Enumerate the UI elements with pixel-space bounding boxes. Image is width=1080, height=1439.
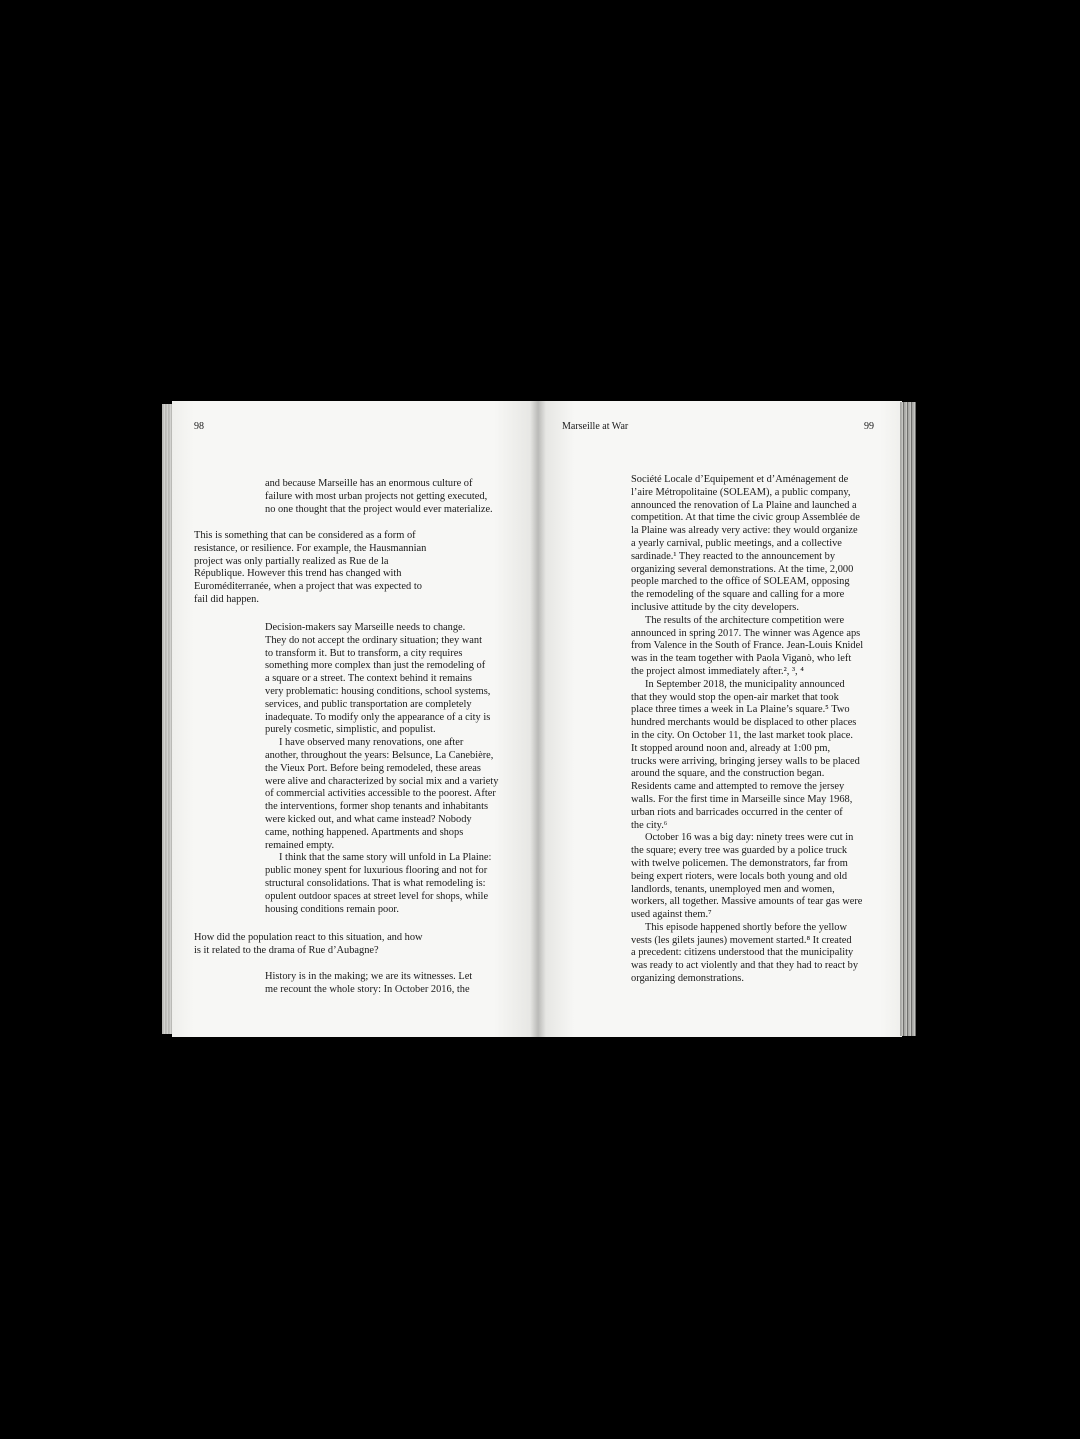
text-line: I have observed many renovations, one after xyxy=(279,737,464,749)
text-line: in the city. On October 11, the last market took place. xyxy=(631,729,853,741)
text-line: the project almost immediately after.², ³, ⁴ xyxy=(631,665,804,677)
text-line: the interventions, former shop tenants and inhabitants xyxy=(265,801,489,813)
text-line: République. However this trend has changed with xyxy=(194,568,402,580)
text-line: How did the population react to this situation, and how xyxy=(194,932,423,943)
text-line: l’aire Métropolitaine (SOLEAM), a public company, xyxy=(631,486,851,498)
text-line: sardinade.¹ They reacted to the announcement by xyxy=(631,550,836,562)
text-line: a square or a street. The context behind it remains xyxy=(265,673,472,685)
text-line: came, nothing happened. Apartments and shops xyxy=(265,826,464,838)
text-line: that they would stop the open-air market that took xyxy=(631,691,839,703)
text-line: place three times a week in La Plaine’s square.⁵ Two xyxy=(631,704,850,716)
text-line: Euroméditerranée, when a project that was expected to xyxy=(194,581,422,593)
text-line: very problematic: housing conditions, school systems, xyxy=(265,685,491,697)
right-page xyxy=(538,401,902,1037)
text-line: Residents came and attempted to remove the jersey xyxy=(631,781,845,793)
text-line: a precedent: citizens understood that the municipality xyxy=(631,947,854,959)
text-line: This is something that can be considered as a form of xyxy=(194,530,416,541)
text-line: In September 2018, the municipality announced xyxy=(645,678,845,690)
text-line: and because Marseille has an enormous culture of xyxy=(265,478,473,489)
text-line: walls. For the first time in Marseille since May 1968, xyxy=(631,793,853,805)
text-line: project was only partially realized as Rue de la xyxy=(194,555,389,567)
open-book xyxy=(162,398,918,1040)
text-line: around the square, and the construction began. xyxy=(631,768,825,780)
text-line: public money spent for luxurious flooring and not for xyxy=(265,865,488,877)
question-block-1 xyxy=(194,530,426,607)
text-line: landlords, tenants, unemployed men and women, xyxy=(631,883,835,895)
running-head: Marseille at War xyxy=(562,421,629,432)
paragraph-block-1 xyxy=(265,478,493,516)
text-line: people marched to the office of SOLEAM, opposing xyxy=(631,576,850,588)
text-line: inclusive attitude by the city developers. xyxy=(631,601,799,613)
text-line: History is in the making; we are its witnesses. Let xyxy=(265,971,473,982)
text-line: competition. At that time the civic group Assemblée de xyxy=(631,512,860,524)
text-line: services, and public transportation are completely xyxy=(265,698,472,710)
left-page xyxy=(172,401,538,1037)
text-line: announced in spring 2017. The winner was Agence aps xyxy=(631,627,861,639)
text-line: something more complex than just the remodeling of xyxy=(265,660,486,672)
text-line: opulent outdoor spaces at street level for shops, while xyxy=(265,890,489,902)
text-line: organizing demonstrations. xyxy=(631,973,744,985)
text-line: were alive and characterized by social mix and a variety xyxy=(265,775,499,787)
text-line: was in the team together with Paola Viganò, who left xyxy=(631,653,852,665)
book-gutter xyxy=(530,401,546,1037)
text-line: Decision-makers say Marseille needs to change. xyxy=(265,622,466,633)
text-line: being expert rioters, were locals both young and old xyxy=(631,870,848,882)
text-line: hundred merchants would be displaced to other places xyxy=(631,717,857,729)
paragraph-block-2 xyxy=(265,622,498,916)
text-line: the Vieux Port. Before being remodeled, these areas xyxy=(265,762,481,774)
text-line: failure with most urban projects not getting executed, xyxy=(265,490,488,502)
text-line: from Valence in the South of France. Jean-Louis Knidel xyxy=(631,640,864,652)
text-line: was ready to act violently and that they had to react by xyxy=(631,960,859,972)
text-line: housing conditions remain poor. xyxy=(265,903,399,915)
page-edges-right xyxy=(900,402,916,1036)
text-line: organizing several demonstrations. At the time, 2,000 xyxy=(631,563,854,575)
text-line: were kicked out, and what came instead? Nobody xyxy=(265,813,472,825)
text-line: remained empty. xyxy=(265,839,335,851)
text-line: another, throughout the years: Belsunce, La Canebière, xyxy=(265,749,494,761)
text-line: I think that the same story will unfold in La Plaine: xyxy=(279,852,492,864)
text-line: Société Locale d’Equipement et d’Aménagement de xyxy=(631,474,849,485)
text-line: structural consolidations. That is what remodeling is: xyxy=(265,877,486,889)
text-line: the remodeling of the square and calling for a more xyxy=(631,589,845,601)
text-line: purely cosmetic, simplistic, and populist. xyxy=(265,724,436,736)
text-line: used against them.⁷ xyxy=(631,909,712,921)
text-line: urban riots and barricades occurred in the center of xyxy=(631,806,843,818)
paragraph-block-3 xyxy=(265,971,472,997)
text-line: a yearly carnival, public meetings, and a collective xyxy=(631,537,842,549)
page-number-left: 98 xyxy=(194,421,204,432)
text-line: trucks were arriving, bringing jersey walls to be placed xyxy=(631,755,860,767)
text-line: workers, all together. Massive amounts of tear gas were xyxy=(631,896,863,908)
text-line: The results of the architecture competition were xyxy=(645,614,845,626)
text-line: It stopped around noon and, already at 1:00 pm, xyxy=(631,742,831,754)
text-line: to transform it. But to transform, a city requires xyxy=(265,647,463,659)
text-line: inadequate. To modify only the appearance of a city is xyxy=(265,711,491,723)
text-line: October 16 was a big day: ninety trees were cut in xyxy=(645,832,854,844)
text-line: la Plaine was already very active: they would organize xyxy=(631,525,858,537)
page-number-right: 99 xyxy=(864,421,874,432)
text-line: This episode happened shortly before the yellow xyxy=(645,921,847,933)
text-line: They do not accept the ordinary situation; they want xyxy=(265,634,482,646)
text-line: with twelve policemen. The demonstrators, far from xyxy=(631,857,848,869)
text-line: me recount the whole story: In October 2016, the xyxy=(265,983,470,995)
text-line: vests (les gilets jaunes) movement started.⁸ It created xyxy=(631,934,852,946)
text-line: is it related to the drama of Rue d’Aubagne? xyxy=(194,944,379,956)
text-line: fail did happen. xyxy=(194,593,259,605)
text-line: the city.⁶ xyxy=(631,819,668,831)
text-line: the square; every tree was guarded by a police truck xyxy=(631,845,848,857)
text-line: announced the renovation of La Plaine and launched a xyxy=(631,499,857,511)
text-line: of commercial activities accessible to the poorest. After xyxy=(265,788,496,800)
text-line: resistance, or resilience. For example, the Hausmannian xyxy=(194,542,427,554)
text-line: no one thought that the project would ever materialize. xyxy=(265,503,493,515)
question-block-2 xyxy=(194,932,423,958)
paragraph-block-right xyxy=(631,474,863,986)
